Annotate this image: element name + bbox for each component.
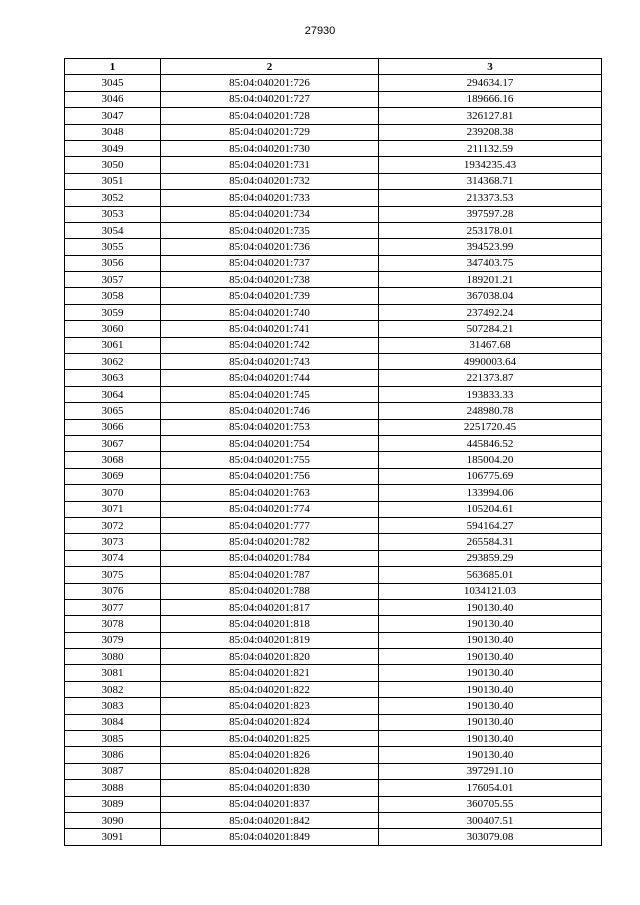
value-cell: 397597.28 — [379, 206, 602, 222]
cadastral-number-cell: 85:04:040201:753 — [161, 419, 379, 435]
row-number-cell: 3070 — [65, 485, 161, 501]
value-cell: 239208.38 — [379, 124, 602, 140]
cadastral-number-cell: 85:04:040201:828 — [161, 763, 379, 779]
table-row — [65, 206, 602, 222]
value-cell: 31467.68 — [379, 337, 602, 353]
value-cell: 360705.55 — [379, 796, 602, 812]
table-row — [65, 157, 602, 173]
value-cell: 190130.40 — [379, 649, 602, 665]
row-number-cell: 3072 — [65, 517, 161, 533]
table-row — [65, 534, 602, 550]
row-number-cell: 3081 — [65, 665, 161, 681]
cadastral-number-cell: 85:04:040201:731 — [161, 157, 379, 173]
row-number-cell: 3067 — [65, 435, 161, 451]
value-cell: 190130.40 — [379, 731, 602, 747]
value-cell: 190130.40 — [379, 681, 602, 697]
table-row — [65, 485, 602, 501]
table-row — [65, 796, 602, 812]
value-cell: 314368.71 — [379, 173, 602, 189]
cadastral-number-cell: 85:04:040201:729 — [161, 124, 379, 140]
cadastral-number-cell: 85:04:040201:817 — [161, 599, 379, 615]
cadastral-number-cell: 85:04:040201:842 — [161, 812, 379, 828]
cadastral-number-cell: 85:04:040201:819 — [161, 632, 379, 648]
table-row — [65, 599, 602, 615]
table-row — [65, 517, 602, 533]
value-cell: 176054.01 — [379, 780, 602, 796]
table-row — [65, 337, 602, 353]
row-number-cell: 3057 — [65, 272, 161, 288]
cadastral-number-cell: 85:04:040201:822 — [161, 681, 379, 697]
table-row — [65, 698, 602, 714]
cadastral-number-cell: 85:04:040201:754 — [161, 435, 379, 451]
row-number-cell: 3088 — [65, 780, 161, 796]
row-number-cell: 3079 — [65, 632, 161, 648]
cadastral-number-cell: 85:04:040201:741 — [161, 321, 379, 337]
column-header-3: 3 — [379, 59, 602, 75]
table-row — [65, 108, 602, 124]
table-row — [65, 501, 602, 517]
cadastral-number-cell: 85:04:040201:727 — [161, 91, 379, 107]
row-number-cell: 3061 — [65, 337, 161, 353]
table-row — [65, 632, 602, 648]
row-number-cell: 3050 — [65, 157, 161, 173]
header-row — [65, 59, 602, 75]
cadastral-number-cell: 85:04:040201:756 — [161, 468, 379, 484]
table-row — [65, 616, 602, 632]
value-cell: 253178.01 — [379, 222, 602, 238]
row-number-cell: 3087 — [65, 763, 161, 779]
row-number-cell: 3047 — [65, 108, 161, 124]
value-cell: 347403.75 — [379, 255, 602, 271]
row-number-cell: 3049 — [65, 140, 161, 156]
cadastral-number-cell: 85:04:040201:736 — [161, 239, 379, 255]
row-number-cell: 3063 — [65, 370, 161, 386]
cadastral-number-cell: 85:04:040201:733 — [161, 190, 379, 206]
cadastral-number-cell: 85:04:040201:745 — [161, 386, 379, 402]
value-cell: 1034121.03 — [379, 583, 602, 599]
row-number-cell: 3068 — [65, 452, 161, 468]
cadastral-number-cell: 85:04:040201:734 — [161, 206, 379, 222]
value-cell: 190130.40 — [379, 616, 602, 632]
row-number-cell: 3091 — [65, 829, 161, 845]
row-number-cell: 3069 — [65, 468, 161, 484]
cadastral-number-cell: 85:04:040201:726 — [161, 75, 379, 91]
value-cell: 248980.78 — [379, 403, 602, 419]
row-number-cell: 3080 — [65, 649, 161, 665]
table-row — [65, 435, 602, 451]
row-number-cell: 3052 — [65, 190, 161, 206]
table-row — [65, 386, 602, 402]
table-row — [65, 468, 602, 484]
value-cell: 2251720.45 — [379, 419, 602, 435]
table-row — [65, 354, 602, 370]
table-row — [65, 124, 602, 140]
table-row — [65, 272, 602, 288]
table-row — [65, 829, 602, 845]
value-cell: 185004.20 — [379, 452, 602, 468]
cadastral-number-cell: 85:04:040201:821 — [161, 665, 379, 681]
row-number-cell: 3071 — [65, 501, 161, 517]
cadastral-number-cell: 85:04:040201:744 — [161, 370, 379, 386]
table-row — [65, 763, 602, 779]
row-number-cell: 3056 — [65, 255, 161, 271]
value-cell: 193833.33 — [379, 386, 602, 402]
table-row — [65, 665, 602, 681]
table-row — [65, 403, 602, 419]
row-number-cell: 3059 — [65, 304, 161, 320]
row-number-cell: 3090 — [65, 812, 161, 828]
value-cell: 326127.81 — [379, 108, 602, 124]
row-number-cell: 3065 — [65, 403, 161, 419]
cadastral-number-cell: 85:04:040201:774 — [161, 501, 379, 517]
table-row — [65, 75, 602, 91]
value-cell: 293859.29 — [379, 550, 602, 566]
row-number-cell: 3045 — [65, 75, 161, 91]
row-number-cell: 3060 — [65, 321, 161, 337]
value-cell: 190130.40 — [379, 714, 602, 730]
cadastral-number-cell: 85:04:040201:763 — [161, 485, 379, 501]
cadastral-number-cell: 85:04:040201:784 — [161, 550, 379, 566]
cadastral-number-cell: 85:04:040201:742 — [161, 337, 379, 353]
row-number-cell: 3048 — [65, 124, 161, 140]
row-number-cell: 3055 — [65, 239, 161, 255]
value-cell: 294634.17 — [379, 75, 602, 91]
row-number-cell: 3085 — [65, 731, 161, 747]
cadastral-number-cell: 85:04:040201:732 — [161, 173, 379, 189]
table-row — [65, 288, 602, 304]
cadastral-number-cell: 85:04:040201:823 — [161, 698, 379, 714]
row-number-cell: 3073 — [65, 534, 161, 550]
table-row — [65, 304, 602, 320]
row-number-cell: 3074 — [65, 550, 161, 566]
value-cell: 190130.40 — [379, 599, 602, 615]
value-cell: 563685.01 — [379, 567, 602, 583]
cadastral-number-cell: 85:04:040201:826 — [161, 747, 379, 763]
row-number-cell: 3083 — [65, 698, 161, 714]
table-row — [65, 190, 602, 206]
row-number-cell: 3051 — [65, 173, 161, 189]
column-header-2: 2 — [161, 59, 379, 75]
cadastral-number-cell: 85:04:040201:730 — [161, 140, 379, 156]
table-row — [65, 370, 602, 386]
value-cell: 190130.40 — [379, 747, 602, 763]
row-number-cell: 3076 — [65, 583, 161, 599]
cadastral-number-cell: 85:04:040201:743 — [161, 354, 379, 370]
value-cell: 189666.16 — [379, 91, 602, 107]
cadastral-number-cell: 85:04:040201:738 — [161, 272, 379, 288]
value-cell: 1934235.43 — [379, 157, 602, 173]
value-cell: 300407.51 — [379, 812, 602, 828]
table-row — [65, 452, 602, 468]
row-number-cell: 3082 — [65, 681, 161, 697]
value-cell: 213373.53 — [379, 190, 602, 206]
row-number-cell: 3084 — [65, 714, 161, 730]
page-number: 27930 — [304, 25, 336, 37]
table-row — [65, 173, 602, 189]
table-row — [65, 419, 602, 435]
table-row — [65, 91, 602, 107]
table-row — [65, 140, 602, 156]
value-cell: 394523.99 — [379, 239, 602, 255]
cadastral-number-cell: 85:04:040201:777 — [161, 517, 379, 533]
row-number-cell: 3086 — [65, 747, 161, 763]
table-row — [65, 550, 602, 566]
cadastral-number-cell: 85:04:040201:728 — [161, 108, 379, 124]
value-cell: 190130.40 — [379, 632, 602, 648]
table-header — [65, 59, 602, 75]
cadastral-number-cell: 85:04:040201:824 — [161, 714, 379, 730]
row-number-cell: 3046 — [65, 91, 161, 107]
table-row — [65, 583, 602, 599]
table-row — [65, 812, 602, 828]
row-number-cell: 3077 — [65, 599, 161, 615]
table-row — [65, 321, 602, 337]
value-cell: 507284.21 — [379, 321, 602, 337]
table-row — [65, 747, 602, 763]
value-cell: 133994.06 — [379, 485, 602, 501]
table-row — [65, 780, 602, 796]
table-row — [65, 731, 602, 747]
cadastral-number-cell: 85:04:040201:735 — [161, 222, 379, 238]
row-number-cell: 3062 — [65, 354, 161, 370]
cadastral-number-cell: 85:04:040201:837 — [161, 796, 379, 812]
table-row — [65, 255, 602, 271]
cadastral-number-cell: 85:04:040201:755 — [161, 452, 379, 468]
value-cell: 303079.08 — [379, 829, 602, 845]
row-number-cell: 3075 — [65, 567, 161, 583]
row-number-cell: 3089 — [65, 796, 161, 812]
value-cell: 221373.87 — [379, 370, 602, 386]
cadastral-number-cell: 85:04:040201:740 — [161, 304, 379, 320]
column-header-1: 1 — [65, 59, 161, 75]
cadastral-number-cell: 85:04:040201:849 — [161, 829, 379, 845]
value-cell: 445846.52 — [379, 435, 602, 451]
value-cell: 105204.61 — [379, 501, 602, 517]
cadastral-number-cell: 85:04:040201:782 — [161, 534, 379, 550]
table-row — [65, 239, 602, 255]
cadastral-number-cell: 85:04:040201:788 — [161, 583, 379, 599]
cadastral-number-cell: 85:04:040201:830 — [161, 780, 379, 796]
row-number-cell: 3078 — [65, 616, 161, 632]
table-row — [65, 681, 602, 697]
value-cell: 397291.10 — [379, 763, 602, 779]
cadastral-number-cell: 85:04:040201:746 — [161, 403, 379, 419]
value-cell: 106775.69 — [379, 468, 602, 484]
table-body — [65, 75, 602, 845]
value-cell: 367038.04 — [379, 288, 602, 304]
value-cell: 4990003.64 — [379, 354, 602, 370]
value-cell: 190130.40 — [379, 698, 602, 714]
row-number-cell: 3066 — [65, 419, 161, 435]
cadastral-number-cell: 85:04:040201:818 — [161, 616, 379, 632]
value-cell: 211132.59 — [379, 140, 602, 156]
value-cell: 594164.27 — [379, 517, 602, 533]
cadastral-number-cell: 85:04:040201:825 — [161, 731, 379, 747]
row-number-cell: 3054 — [65, 222, 161, 238]
table-row — [65, 222, 602, 238]
table-row — [65, 567, 602, 583]
cadastral-value-table — [64, 58, 602, 846]
cadastral-number-cell: 85:04:040201:737 — [161, 255, 379, 271]
value-cell: 237492.24 — [379, 304, 602, 320]
cadastral-number-cell: 85:04:040201:787 — [161, 567, 379, 583]
cadastral-number-cell: 85:04:040201:739 — [161, 288, 379, 304]
cadastral-number-cell: 85:04:040201:820 — [161, 649, 379, 665]
value-cell: 190130.40 — [379, 665, 602, 681]
table-row — [65, 649, 602, 665]
table-row — [65, 714, 602, 730]
row-number-cell: 3053 — [65, 206, 161, 222]
value-cell: 189201.21 — [379, 272, 602, 288]
value-cell: 265584.31 — [379, 534, 602, 550]
row-number-cell: 3064 — [65, 386, 161, 402]
row-number-cell: 3058 — [65, 288, 161, 304]
